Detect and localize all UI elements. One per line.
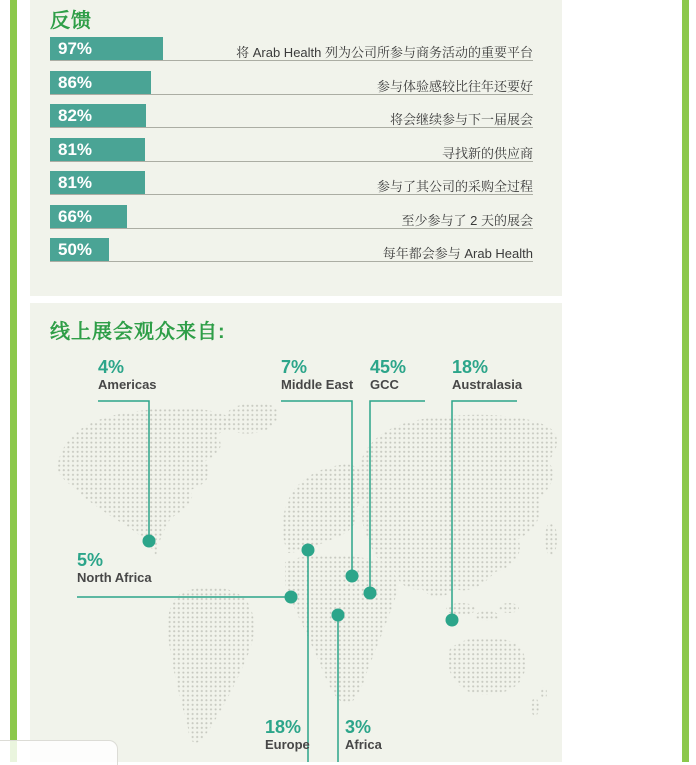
percentage-bar: 66% [50, 205, 127, 228]
percentage-bar: 82% [50, 104, 146, 127]
region-name: Australasia [452, 377, 523, 392]
left-accent-bar [10, 0, 17, 762]
region-name: Americas [98, 377, 157, 392]
region-name: North Africa [77, 570, 152, 585]
region-percent: 18% [265, 717, 302, 737]
map-dot-gcc [364, 587, 377, 600]
map-region-label-africa [345, 717, 382, 753]
bar-label: 参与体验感较比往年还要好 [376, 78, 533, 94]
map-section [30, 303, 562, 762]
percentage-bar: 81% [50, 138, 145, 161]
map-title: 线上展会观众来自: [50, 321, 226, 343]
corner-overlay [0, 740, 118, 765]
bar-row [50, 138, 533, 172]
bar-label: 将会继续参与下一届展会 [389, 112, 533, 127]
bar-label: 将 Arab Health 列为公司所参与商务活动的重要平台 [236, 45, 533, 60]
percentage-bar: 86% [50, 71, 151, 94]
region-percent: 45% [370, 357, 407, 377]
region-name: Europe [265, 737, 310, 752]
bar-row [50, 37, 533, 71]
right-accent-bar [682, 0, 689, 762]
map-region-label-europe [265, 717, 310, 753]
bar-label: 至少参与了 2 天的展会 [401, 212, 533, 228]
map-region-label-australasia [452, 357, 522, 393]
region-percent: 4% [98, 357, 125, 377]
bar-label: 寻找新的供应商 [441, 145, 533, 161]
map-dot-australasia [446, 614, 459, 627]
map-region-label-north-africa [77, 550, 152, 586]
map-dot-north-africa [285, 591, 298, 604]
map-region-label-gcc [370, 357, 406, 393]
bar-row [50, 238, 533, 272]
region-name: Africa [345, 737, 382, 752]
region-percent: 7% [281, 357, 308, 377]
region-percent: 5% [77, 550, 104, 570]
bar-row [50, 171, 533, 205]
map-region-label-middle-east [281, 357, 353, 393]
region-percent: 3% [345, 717, 372, 737]
percentage-bar: 97% [50, 37, 163, 60]
map-region-label-americas [98, 357, 157, 393]
bar-row [50, 71, 533, 105]
percentage-bar: 81% [50, 171, 145, 194]
map-dot-africa [332, 609, 345, 622]
map-dot-middle-east [346, 570, 359, 583]
bar-row [50, 104, 533, 138]
region-percent: 18% [452, 357, 489, 377]
feedback-section [30, 0, 562, 296]
percentage-bar: 50% [50, 238, 109, 261]
map-dot-americas [143, 535, 156, 548]
feedback-bar-chart [50, 37, 533, 272]
bar-label: 参与了其公司的采购全过程 [376, 179, 533, 194]
bar-row [50, 205, 533, 239]
map-dot-europe [302, 544, 315, 557]
feedback-title: 反馈 [50, 10, 92, 32]
region-name: Middle East [281, 377, 354, 392]
region-name: GCC [370, 377, 399, 392]
bar-label: 每年都会参与 Arab Health [382, 246, 533, 261]
